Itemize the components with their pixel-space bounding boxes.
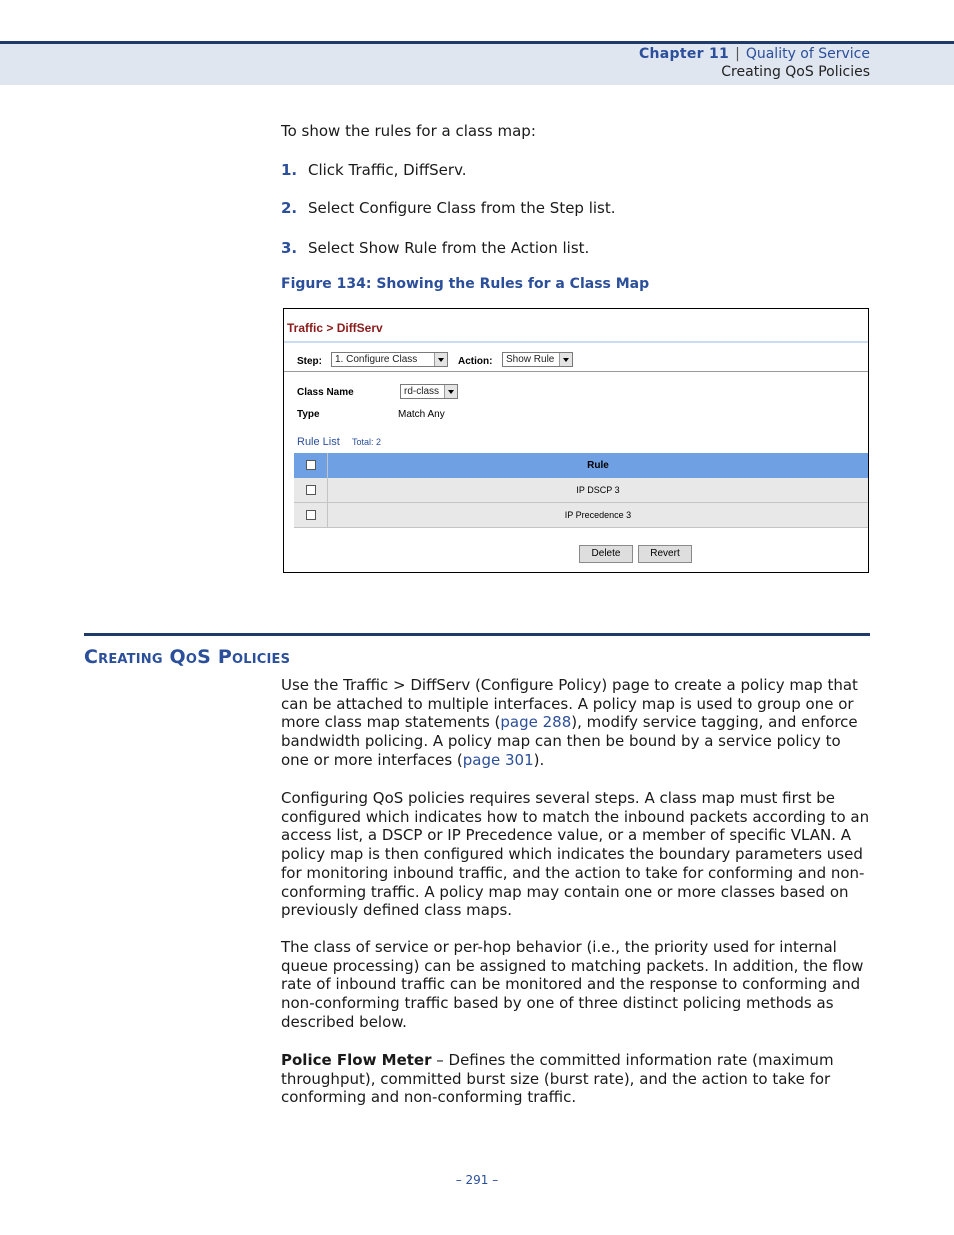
table-header [294,453,868,478]
rule-list-label: Rule List [297,436,340,448]
revert-button[interactable]: Revert [638,545,692,563]
step-label: Step: [297,356,322,367]
delete-button[interactable]: Delete [579,545,633,563]
row-checkbox-cell [294,478,328,503]
paragraph-text: ). [533,750,545,769]
action-select[interactable] [502,352,573,367]
paragraph-4 [281,1051,871,1107]
select-all-cell [294,453,328,478]
rule-total: Total: 2 [352,437,382,447]
chevron-down-icon [434,353,447,366]
step-text: Select Configure Class from the Step list. [308,199,616,217]
paragraph-text: ), modify service tagging, and enforce bandwidth policing. A policy map can then be bound by a service policy to one or more interfaces ( [281,713,858,769]
step-text: Click Traffic, DiffServ. [308,161,467,179]
page-link[interactable]: page 301 [462,750,534,769]
class-name-label: Class Name [297,387,354,398]
step-1 [281,161,871,180]
chapter-number: Chapter 11 [638,46,730,62]
table-row [294,478,868,503]
step-number: 1. [281,161,298,179]
paragraph-2: Configuring QoS policies requires several steps. A class map must first be configured which indicates how to match the inbound packets according to an access list, a DSCP or IP Precedence value, or a member of specific VLAN. A policy map is then configured which indicates the boundary parameters used for monitoring inbound traffic, and the action to take for conforming and non-conforming traffic. A policy map may contain one or more classes based on previously defined class maps. [281,789,870,920]
running-header-chapter [639,46,870,62]
page-number: – 291 – [455,1173,499,1187]
paragraph-3: The class of service or per-hop behavior (i.e., the priority used for internal queue processing) can be assigned to matching packets. In addition, the flow rate of inbound traffic can be monitored and the response to conforming and non-conforming traffic based by one of three distinct policing methods as described below. [281,938,864,1031]
paragraph-text: Use the Traffic > DiffServ (Configure Policy) page to create a policy map that can be attached to multiple interfaces. A policy map is used to group one or more class map statements ( [281,676,858,732]
paragraph-text: – Defines the committed information rate (maximum throughput), committed burst size (burst rate), and the action to take for conforming and non-conforming traffic. [281,1051,834,1107]
rule-cell: IP Precedence 3 [564,510,632,520]
title-underline [284,341,868,343]
action-label: Action: [458,356,493,367]
step-select[interactable] [331,352,448,367]
ui-page-title: Traffic > DiffServ [287,321,383,335]
running-header-section: Creating QoS Policies [721,64,870,80]
intro-text: To show the rules for a class map: [281,122,536,140]
step-3 [281,239,871,258]
rule-cell: IP DSCP 3 [576,485,620,495]
chapter-title: Quality of Service [745,46,870,62]
row-checkbox-cell [294,503,328,528]
figure-caption: Figure 134: Showing the Rules for a Class Map [281,276,650,292]
header-separator: | [735,46,740,62]
step-text: Select Show Rule from the Action list. [308,239,590,257]
class-name-select-value: rd-class [404,386,440,397]
type-label: Type [297,409,320,420]
chevron-down-icon [559,353,572,366]
step-select-value: 1. Configure Class [335,354,418,365]
section-title: Creating QoS Policies [84,646,291,668]
chevron-down-icon [444,385,457,398]
column-header-rule: Rule [587,460,609,471]
type-value: Match Any [398,409,445,420]
row-checkbox[interactable] [306,485,316,495]
page-link[interactable]: page 288 [500,713,572,732]
form-divider [284,371,868,372]
action-select-value: Show Rule [506,354,555,365]
table-row [294,503,868,528]
step-number: 2. [281,199,298,217]
class-name-select[interactable] [400,384,458,399]
term-police-flow-meter: Police Flow Meter [281,1051,432,1069]
row-checkbox[interactable] [306,510,316,520]
section-divider [84,633,870,636]
select-all-checkbox[interactable] [306,460,316,470]
figure-screenshot [283,308,869,573]
paragraph-1 [281,676,871,770]
step-2 [281,199,871,218]
step-number: 3. [281,239,298,257]
